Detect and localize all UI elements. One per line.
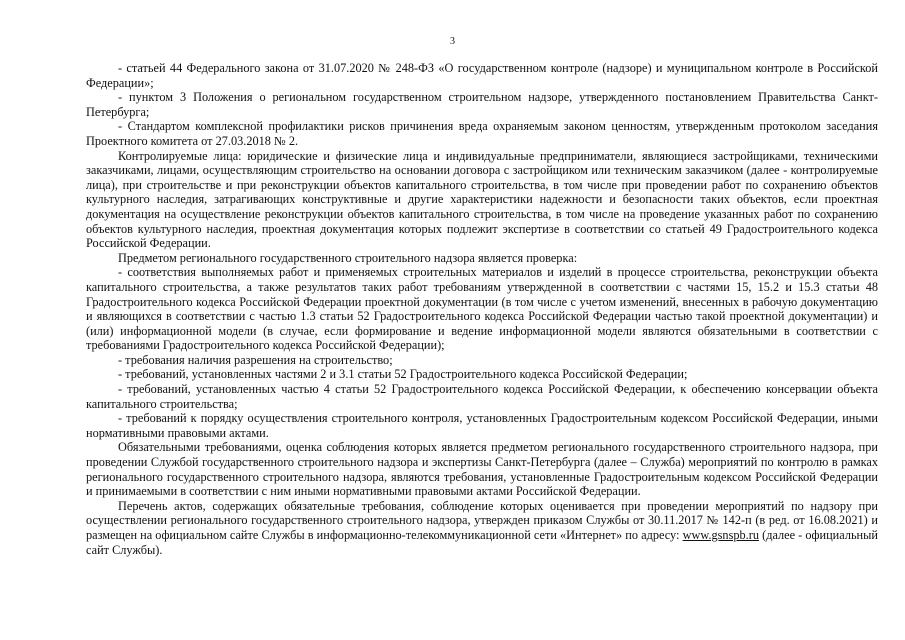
paragraph-subject-of-supervision: Предметом регионального государственного строительного надзора является проверка: xyxy=(118,250,578,265)
document-body xyxy=(86,61,878,557)
paragraph-article-52-part-4: - требований, установленных частью 4 статьи 52 Градостроительного кодекса Российской Федерации, к обеспечению консервации объекта капитального строительства; xyxy=(86,382,878,411)
paragraph-article-52-parts-2-3-1: - требований, установленных частями 2 и 3.1 статьи 52 Градостроительного кодекса Российской Федерации; xyxy=(118,367,688,382)
paragraph-construction-control: - требований к порядку осуществления строительного контроля, установленных Градостроительным кодексом Российской Федерации, иными нормативными правовыми актами. xyxy=(86,411,878,440)
paragraph-regulation-clause-3: - пунктом 3 Положения о региональном государственном строительном надзоре, утвержденного постановлением Правительства Санкт-Петербурга; xyxy=(86,90,878,119)
paragraph-controlled-persons: Контролируемые лица: юридические и физические лица и индивидуальные предприниматели, являющиеся застройщиками, техническими заказчиками, лицами, осуществляющим строительство на основании договора с застройщиком или техническим заказчиком (далее - контролируемые лица), при строительстве и при реконструкции объектов капитального строительства, в том числе при проведении работ по сохранению объектов культурного наследия, затрагивающих конструктивные и другие характеристики надежности и безопасности таких объектов, если проектная документация на осуществление реконструкции объектов капитального строительства, в том числе на проведение указанных работ по сохранению объектов культурного наследия, проектная документация которых подлежит экспертизе в соответствии со статьей 49 Градостроительного кодекса Российской Федерации. xyxy=(86,148,878,251)
paragraph-building-permit: - требования наличия разрешения на строительство; xyxy=(118,352,393,367)
paragraph-prevention-standard: - Стандартом комплексной профилактики рисков причинения вреда охраняемым законом ценностям, утвержденным протоколом заседания Проектного комитета от 27.03.2018 № 2. xyxy=(86,119,878,148)
list-of-acts-text: Перечень актов, содержащих обязательные требования, соблюдение которых оценивается при проведении мероприятий по надзору при осуществлении регионального государственного строительного надзора, утвержден приказом Службы от 30.11.2017 № 142-п (в ред. от 16.08.2021) и размещен на официальном сайте Службы в информационно-телекоммуникационной сети «Интернет» по адресу: xyxy=(86,498,878,542)
paragraph-law-248fz: - статьей 44 Федерального закона от 31.07.2020 № 248-ФЗ «О государственном контроле (надзоре) и муниципальном контроле в Российской Федерации»; xyxy=(86,61,878,90)
list-of-acts-text-end: (далее - официальный сайт Службы). xyxy=(86,528,878,557)
paragraph-mandatory-requirements: Обязательными требованиями, оценка соблюдения которых является предметом регионального государственного строительного надзора, при проведении Службой государственного строительного надзора и экспертизы Санкт-Петербурга (далее – Служба) мероприятий по контролю в рамках регионального государственного строительного надзора, являются требования, установленные Градостроительным кодексом Российской Федерации и принимаемыми в соответствии с ним иными нормативными правовыми актами Российской Федерации. xyxy=(86,440,878,499)
paragraph-compliance-of-works: - соответствия выполняемых работ и применяемых строительных материалов и изделий в процессе строительства, реконструкции объекта капитального строительства, а также результатов таких работ требованиям утвержденной в соответствии с частями 15, 15.2 и 15.3 статьи 48 Градостроительного кодекса Российской Федерации проектной документации (в том числе с учетом изменений, внесенных в рабочую документацию и являющихся в соответствии с частью 1.3 статьи 52 Градостроительного кодекса Российской Федерации частью такой проектной документации) и (или) информационной модели (в случае, если формирование и ведение информационной модели являются обязательными в соответствии с требованиями Градостроительного кодекса Российской Федерации); xyxy=(86,265,878,353)
paragraph-list-of-acts xyxy=(86,499,878,557)
page-number: 3 xyxy=(450,36,455,47)
website-link[interactable]: www.gsnspb.ru xyxy=(682,528,759,542)
